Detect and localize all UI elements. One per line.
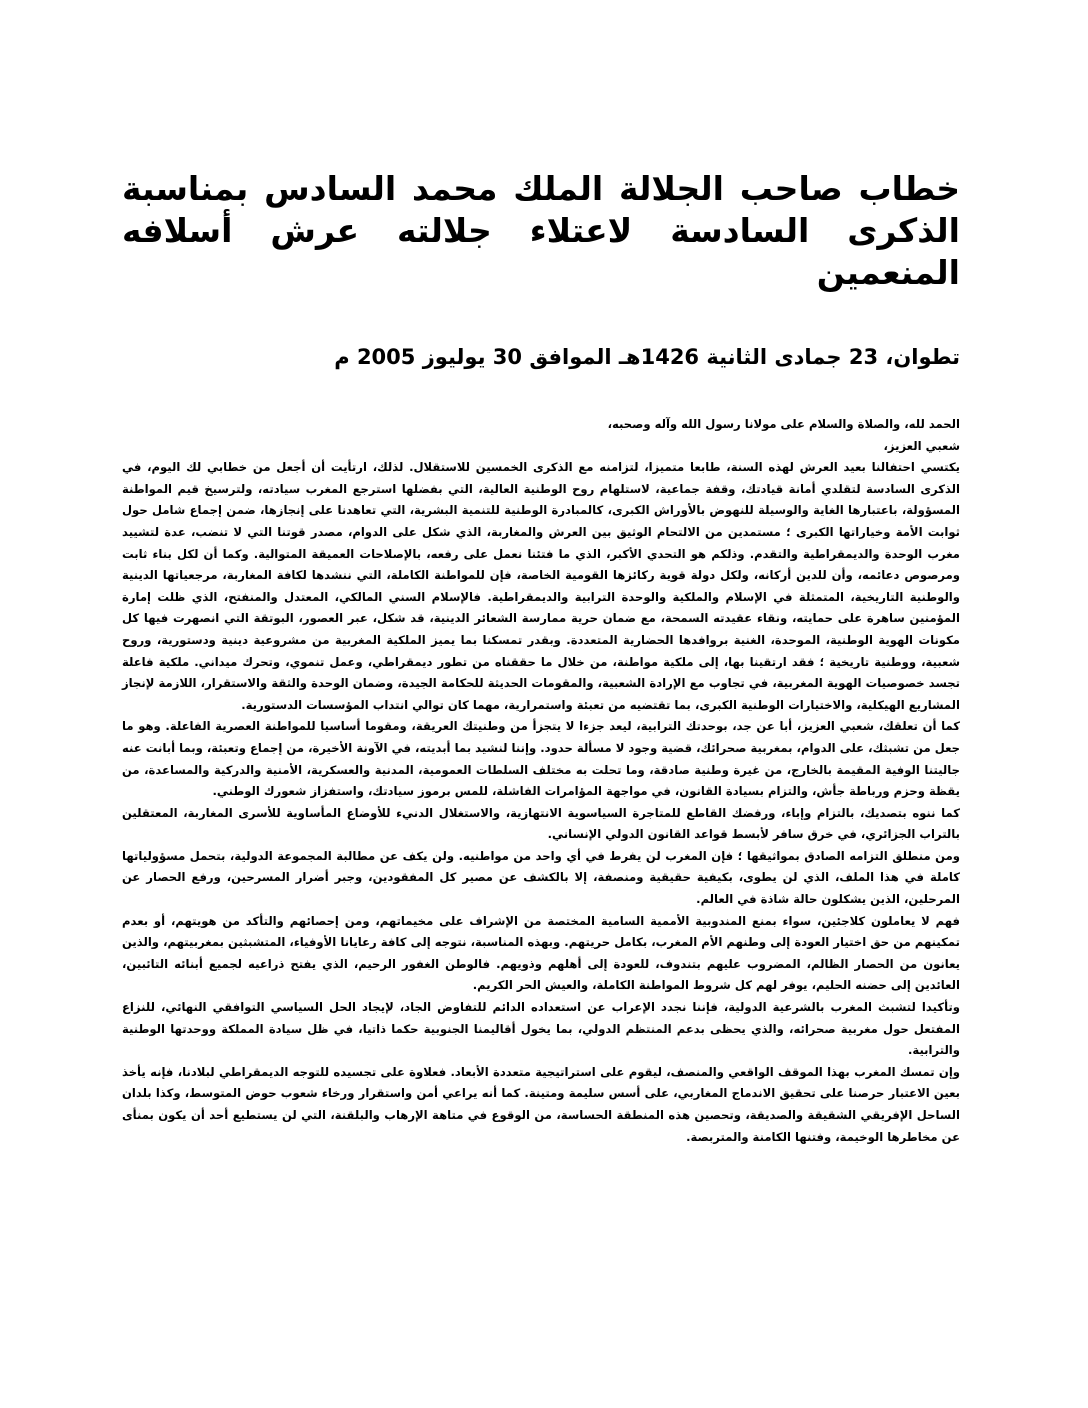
paragraph: كما أن تعلقك، شعبي العزيز، أبا عن جد، بوحدتك الترابية، ليعد جزءا لا يتجزأ من وطنيتك العريقة، ومقوما أساسيا للمواطنة العصرية الفاعلة. وهو ما جعل من تشبثك، على الدوام، بمغربية صحرائك، قضية وجود لا مسألة حدود. وإننا لنشيد بما أبديته، في الآونة الأخيرة، من إجماع وتعبئة، وبما أبانت عنه جاليتنا الوفية المقيمة بالخارج، من غيرة وطنية صادقة، وما تحلت به مختلف السلطات العمومية، المدنية والعسكرية، الأمنية والدركية والمساعدة، من يقظة وحزم ورباطة جأش، والتزام بسيادة القانون، في مواجهة المؤامرات الفاشلة، للمس برموز سيادتك، واستفزاز شعورك الوطني.	[122, 719, 960, 799]
speech-page	[122, 168, 960, 1148]
paragraph: ومن منطلق التزامه الصادق بمواثيقها ؛ فإن المغرب لن يفرط في أي واحد من مواطنيه. ولن يكف عن مطالبة المجموعة الدولية، بتحمل مسؤولياتها كاملة في هذا الملف، الذي لن يطوى، بكيفية حقيقية ومنصفة، إلا بالكشف عن مصير كل المفقودين، وجبر أضرار المسرحين، ورفع الحصار عن المرحلين، الذين يشكلون حالة شاذة في العالم.	[122, 848, 960, 907]
paragraph-salutation: شعبي العزيز،	[883, 438, 960, 453]
speech-body	[122, 414, 960, 1148]
speech-title: خطاب صاحب الجلالة الملك محمد السادس بمناسبة الذكرى السادسة لاعتلاء جلالته عرش أسلافه المنعمين	[122, 169, 960, 292]
speech-date-line: تطوان، 23 جمادى الثانية 1426هـ الموافق 30 يوليوز 2005 م	[334, 345, 960, 369]
paragraph: يكتسي احتفالنا بعيد العرش لهذه السنة، طابعا متميزا، لتزامنه مع الذكرى الخمسين للاستقلال. لذلك، ارتأيت أن أجعل من خطابي لك اليوم، في الذكرى السادسة لتقلدي أمانة قيادتك، وقفة جماعية، لاستلهام روح الوطنية العالية، التي بفضلها استرجع المغرب سيادته، ولترسيخ قيم المواطنة المسؤولة، باعتبارها الغاية والوسيلة للنهوض بالأوراش الكبرى، كالمبادرة الوطنية للتنمية البشرية، التي تعاهدنا على إنجازها، ضمن إجماع شامل حول ثوابت الأمة وخياراتها الكبرى ؛ مستمدين من الالتحام الوثيق بين العرش والمغاربة، الذي شكل على الدوام، مصدر قوتنا التي لا تنضب، عدة لتشييد مغرب الوحدة والديمقراطية والتقدم. وذلكم هو التحدي الأكبر، الذي ما فتئنا نعمل على رفعه، بالإصلاحات العميقة المتوالية. وكما أن لكل بناء ثابت ومرصوص دعائمه، وأن للدين أركانه، ولكل دولة قوية ركائزها القومية الخاصة، فإن للمواطنة الكاملة، التي ننشدها لكافة المغاربة، مرجعياتها الدينية والوطنية التاريخية، المتمثلة في الإسلام والملكية والوحدة الترابية والديمقراطية. فالإسلام السني المالكي، المعتدل والمنفتح، الذي ظلت إمارة المؤمنين ساهرة على حمايته، ونقاء عقيدته السمحة، مع ضمان حرية ممارسة الشعائر الدينية، قد شكل، عبر العصور، البوتقة التي انصهرت فيها كل مكونات الهوية الوطنية، الموحدة، الغنية بروافدها الحضارية المتعددة. وبقدر تمسكنا بما يميز الملكية المغربية من مشروعية دينية ودستورية، وروح شعبية، ووطنية تاريخية ؛ فقد ارتقينا بها، إلى ملكية مواطنة، من خلال ما حققناه من تطور ديمقراطي، وعمل تنموي، وتحرك ميداني. ملكية فاعلة تجسد خصوصيات الهوية المغربية، في تجاوب مع الإرادة الشعبية، والمقومات الحديثة للحكامة الجيدة، وضمان الوحدة والثقة والاستقرار، اللازمة لإنجاز المشاريع الهيكلية، والاختيارات الوطنية الكبرى، بما تقتضيه من تعبئة واستمرارية، مهما كان توالي انتداب المؤسسات الدستورية.	[122, 460, 960, 712]
paragraph: وإن تمسك المغرب بهذا الموقف الواقعي والمنصف، ليقوم على استراتيجية متعددة الأبعاد. فعلاوة على تجسيده للتوجه الديمقراطي لبلادنا، فإنه يأخذ بعين الاعتبار حرصنا على تحقيق الاندماج المغاربي، على أسس سليمة ومتينة. كما أنه يراعي أمن واستقرار ورخاء شعوب حوض المتوسط، وكذا بلدان الساحل الإفريقي الشقيقة والصديقة، وتحصين هذه المنطقة الحساسة، من الوقوع في متاهة الإرهاب والبلقنة، التي لن يستطيع أحد أن يكون بمنأى عن مخاطرها الوخيمة، وفتنها الكامنة والمتربصة.	[122, 1064, 960, 1144]
paragraph-opening: الحمد لله، والصلاة والسلام على مولانا رسول الله وآله وصحبه،	[607, 417, 960, 431]
paragraph: فهم لا يعاملون كلاجئين، سواء بمنع المندوبية الأممية السامية المختصة من الإشراف على مخيماتهم، ومن إحصائهم والتأكد من هويتهم، أو بعدم تمكينهم من حق اختيار العودة إلى وطنهم الأم المغرب، بكامل حريتهم. وبهذه المناسبة، نتوجه إلى كافة رعايانا الأوفياء، المتشبثين بمغربيتهم، والذين يعانون من الحصار الظالم، المضروب عليهم بتندوف، للعودة إلى أهلهم وذويهم. فالوطن الغفور الرحيم، الذي يفتح ذراعيه لجميع أبنائه التائبين، العائدين إلى حضنه الحليم، يوفر لهم كل شروط المواطنة الكاملة، والعيش الحر الكريم.	[122, 913, 960, 993]
paragraph: وتأكيدا لتشبث المغرب بالشرعية الدولية، فإننا نجدد الإعراب عن استعداده الدائم للتفاوض الجاد، لإيجاد الحل السياسي التوافقي النهائي، للنزاع المفتعل حول مغربية صحرائه، والذي يحظى بدعم المنتظم الدولي، بما يخول أقاليمنا الجنوبية حكما ذاتيا، في ظل سيادة المملكة ووحدتها الوطنية والترابية.	[122, 1000, 960, 1058]
paragraph: كما ننوه بتصديك، بالتزام وإباء، ورفضك القاطع للمتاجرة السياسوية الانتهازية، والاستغلال الدنيء للأوضاع المأساوية للأسرى المغاربة، المعتقلين بالتراب الجزائري، في خرق سافر لأبسط قواعد القانون الدولي الإنساني.	[122, 805, 960, 842]
